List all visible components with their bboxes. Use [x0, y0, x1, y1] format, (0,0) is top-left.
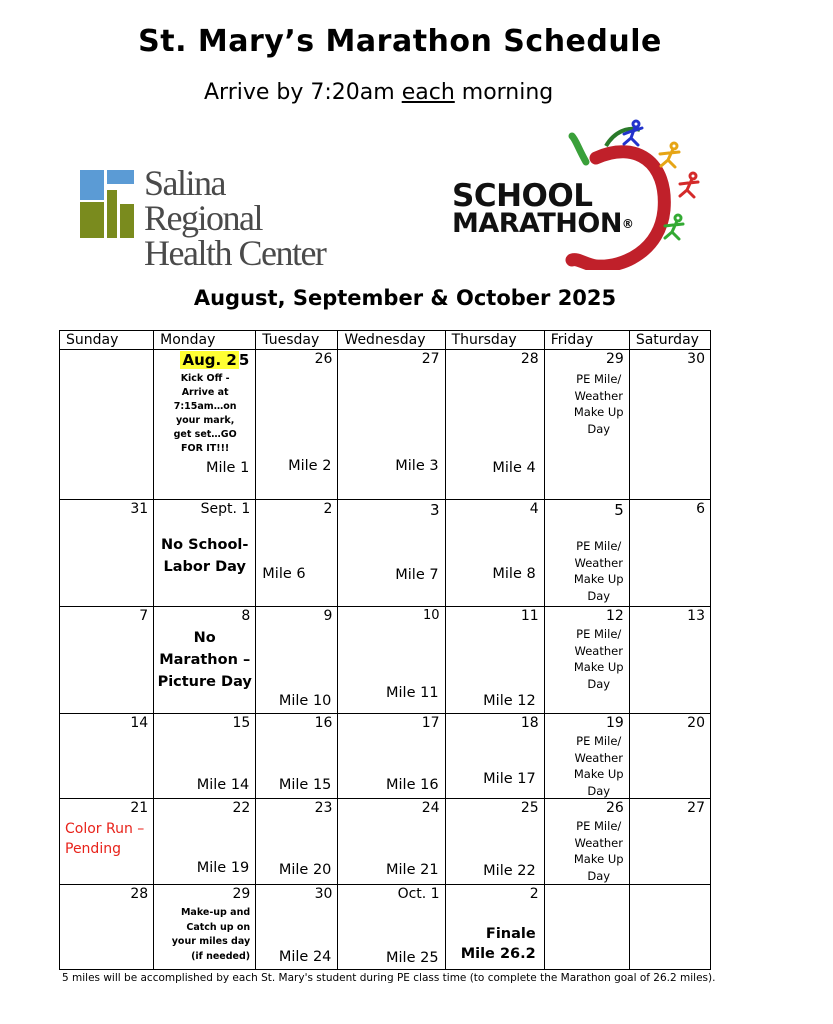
picture-day-note: No Marathon – Picture Day	[157, 630, 252, 690]
mile-label: Mile 4	[492, 460, 536, 476]
day-cell	[60, 500, 154, 607]
day-cell	[154, 885, 256, 970]
color-run-note: Color Run – Pending	[65, 821, 145, 857]
day-number: 21	[130, 800, 149, 816]
weekday-saturday: Saturday	[629, 331, 710, 350]
week-row	[60, 500, 711, 607]
salina-regional-logo	[80, 163, 345, 273]
day-number: 24	[421, 800, 440, 816]
day-number: 6	[696, 501, 705, 517]
day-cell	[60, 607, 154, 714]
day-number: 16	[314, 715, 333, 731]
day-cell	[544, 885, 629, 970]
mile-label: Mile 8	[492, 566, 536, 582]
day-cell	[445, 350, 544, 500]
day-cell	[544, 799, 629, 885]
marathon-logo-line2: MARATHON	[452, 208, 622, 239]
day-cell	[629, 885, 710, 970]
registered-mark: ®	[621, 217, 634, 231]
mile-label: Mile 26.2	[460, 946, 536, 962]
mile-label: Mile 20	[278, 862, 332, 878]
mile-label: Mile 3	[395, 458, 439, 474]
day-cell	[256, 714, 338, 799]
day-number: 4	[529, 501, 539, 517]
day-cell	[256, 799, 338, 885]
arrival-subtitle: Arrive by 7:20am each morning	[204, 80, 554, 105]
day-cell	[629, 714, 710, 799]
day-cell	[256, 500, 338, 607]
pe-mile-note: PE Mile/ Weather Make Up Day	[573, 372, 624, 436]
salina-logo-mark-icon	[80, 170, 134, 238]
day-number: 22	[232, 800, 251, 816]
pe-mile-note: PE Mile/ Weather Make Up Day	[573, 539, 624, 603]
day-number: 8	[241, 608, 251, 624]
day-cell	[338, 799, 445, 885]
day-cell	[60, 799, 154, 885]
day-number: 29	[232, 886, 251, 902]
months-heading: August, September & October 2025	[193, 286, 617, 310]
day-number: 25	[520, 800, 539, 816]
no-school-note: No School- Labor Day	[161, 537, 249, 575]
day-cell	[256, 885, 338, 970]
pe-mile-note: PE Mile/ Weather Make Up Day	[573, 627, 624, 691]
day-cell	[60, 714, 154, 799]
day-cell	[445, 885, 544, 970]
mile-label: Mile 16	[386, 777, 439, 793]
day-cell	[338, 885, 445, 970]
subtitle-emphasis: each	[401, 80, 455, 105]
day-number: 30	[314, 886, 333, 902]
page-title: St. Mary’s Marathon Schedule	[138, 24, 662, 59]
day-cell	[629, 500, 710, 607]
day-cell	[256, 350, 338, 500]
mile-label: Mile 17	[483, 771, 536, 787]
day-number: 7	[139, 608, 149, 624]
finale-label: Finale	[485, 926, 536, 942]
day-cell	[445, 799, 544, 885]
mile-label: Mile 11	[386, 685, 439, 701]
day-number: 29	[606, 351, 624, 367]
day-cell	[154, 799, 256, 885]
school-marathon-logo	[446, 118, 706, 270]
day-number: 5	[614, 501, 624, 519]
day-number: 26	[314, 351, 333, 367]
day-cell	[544, 607, 629, 714]
day-number: 28	[130, 886, 149, 902]
date-highlight: Aug. 2	[182, 351, 237, 369]
day-cell	[60, 885, 154, 970]
day-number: 28	[520, 351, 539, 367]
day-cell	[338, 500, 445, 607]
day-cell	[445, 607, 544, 714]
day-cell	[256, 607, 338, 714]
day-cell	[445, 714, 544, 799]
weekday-tuesday: Tuesday	[256, 331, 338, 350]
day-cell	[154, 500, 256, 607]
day-number: 11	[520, 608, 539, 624]
day-cell	[154, 714, 256, 799]
day-number: 2	[529, 886, 539, 902]
kickoff-note: Kick Off - Arrive at 7:15am…on your mark, get set…GO FOR IT!!!	[173, 373, 237, 454]
day-number: Sept. 1	[200, 501, 251, 517]
day-number: 12	[606, 608, 624, 624]
weekday-header-row	[60, 331, 711, 350]
week-row	[60, 607, 711, 714]
mile-label: Mile 22	[483, 863, 536, 879]
pe-mile-note: PE Mile/ Weather Make Up Day	[573, 734, 624, 798]
mile-label: Mile 15	[278, 777, 332, 793]
day-number: 31	[130, 501, 149, 517]
day-number: Oct. 1	[397, 886, 440, 902]
mile-label: Mile 24	[278, 949, 332, 965]
day-cell	[154, 350, 256, 500]
day-cell	[544, 350, 629, 500]
day-cell	[544, 714, 629, 799]
day-number: 23	[314, 800, 333, 816]
day-number: 18	[520, 715, 539, 731]
mile-label: Mile 1	[205, 460, 250, 476]
salina-logo-line2: Health Center	[144, 233, 326, 273]
weekday-wednesday: Wednesday	[338, 331, 445, 350]
day-cell	[629, 799, 710, 885]
day-number: 17	[421, 715, 440, 731]
day-cell	[544, 500, 629, 607]
week-row	[60, 885, 711, 970]
day-number: 27	[421, 351, 440, 367]
day-cell	[338, 350, 445, 500]
day-cell	[338, 714, 445, 799]
day-cell	[60, 350, 154, 500]
week-row	[60, 714, 711, 799]
weekday-thursday: Thursday	[445, 331, 544, 350]
day-number: 9	[323, 608, 333, 624]
day-number: 26	[606, 800, 624, 816]
mile-label: Mile 2	[288, 458, 332, 474]
day-cell	[629, 350, 710, 500]
day-number: 14	[130, 715, 149, 731]
week-row	[60, 799, 711, 885]
salina-logo-line1: Salina Regional	[144, 163, 262, 238]
mile-label: Mile 14	[196, 777, 250, 793]
week-row	[60, 350, 711, 500]
day-number: 15	[232, 715, 251, 731]
mile-label: Mile 21	[386, 862, 439, 878]
day-number: 3	[430, 501, 440, 519]
day-number: 2	[323, 501, 333, 517]
day-number: 20	[687, 715, 705, 731]
pe-mile-note: PE Mile/ Weather Make Up Day	[573, 819, 624, 883]
mile-label: Mile 12	[483, 693, 536, 709]
day-number: 10	[423, 608, 440, 623]
day-number: 30	[687, 351, 705, 367]
weekday-monday: Monday	[154, 331, 256, 350]
day-cell	[629, 607, 710, 714]
mile-label: Mile 25	[386, 950, 439, 966]
day-number: 27	[687, 800, 705, 816]
mile-label: Mile 6	[262, 566, 306, 582]
mile-label: Mile 19	[196, 860, 250, 876]
mile-label: Mile 7	[395, 567, 439, 583]
day-cell	[445, 500, 544, 607]
day-cell	[154, 607, 256, 714]
day-number: Aug. 2 5	[182, 351, 250, 369]
day-cell	[338, 607, 445, 714]
marathon-calendar	[59, 330, 711, 970]
make-up-note: Make-up and Catch up on your miles day (if needed)	[171, 907, 251, 962]
mile-label: Mile 10	[278, 693, 332, 709]
day-number: 13	[687, 608, 705, 624]
weekday-friday: Friday	[544, 331, 629, 350]
marathon-logo-line1: SCHOOL	[452, 178, 593, 214]
weekday-sunday: Sunday	[60, 331, 154, 350]
day-number: 19	[606, 715, 624, 731]
footer-note: 5 miles will be accomplished by each St. Mary's student during PE class time (to complete the Marathon goal of 26.2 miles).	[62, 972, 716, 984]
